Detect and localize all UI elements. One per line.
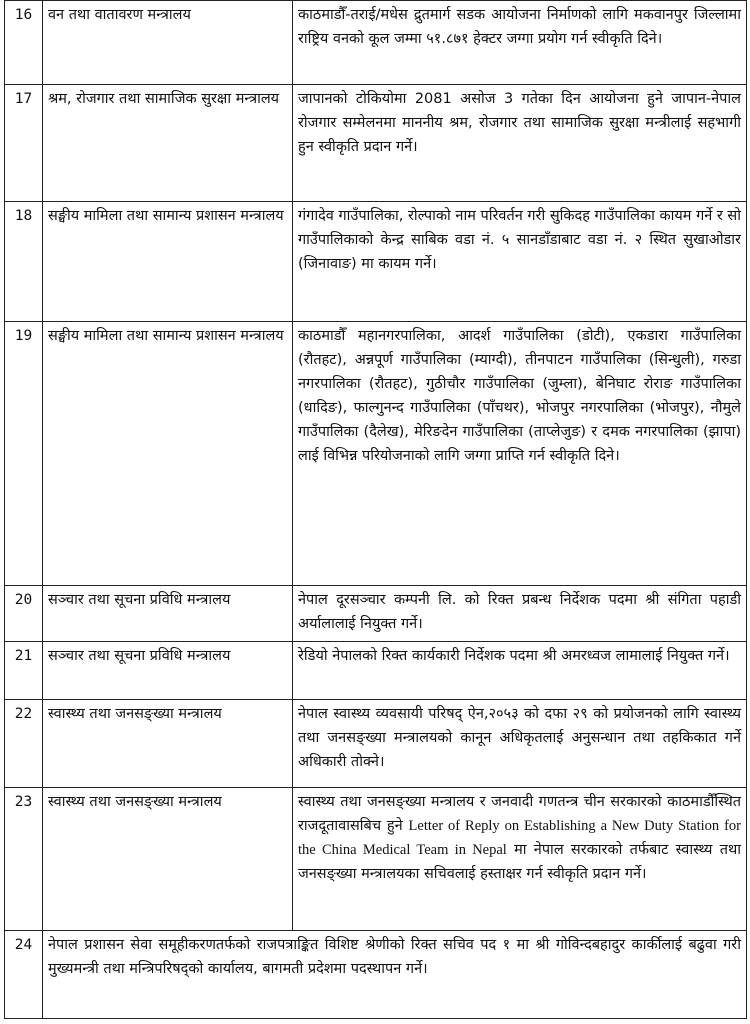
decision-text: स्वास्थ्य तथा जनसङ्ख्या मन्त्रालय र जनवादी गणतन्त्र चीन सरकारको काठमाडौँस्थित राजदूतावासबिच हुने: [298, 794, 741, 834]
table-row: [5, 931, 747, 1019]
table-row: [5, 322, 747, 586]
ministry-cell: सञ्चार तथा सूचना प्रविधि मन्त्रालय: [43, 642, 293, 700]
table-row: [5, 85, 747, 202]
table-row: [5, 700, 747, 788]
row-number: 23: [5, 788, 43, 931]
cabinet-decisions-table: [4, 0, 747, 1019]
ministry-cell: सङ्घीय मामिला तथा सामान्य प्रशासन मन्त्रालय: [43, 322, 293, 586]
row-number: 18: [5, 202, 43, 322]
decision-cell: काठमाडौँ-तराई/मधेस द्रुतमार्ग सडक आयोजना निर्माणको लागि मकवानपुर जिल्लामा राष्ट्रिय वनको कूल जम्मा ५१.८७१ हेक्टर जग्गा प्रयोग गर्न स्वीकृति दिने।: [293, 1, 747, 85]
row-number: 19: [5, 322, 43, 586]
ministry-cell: सङ्घीय मामिला तथा सामान्य प्रशासन मन्त्रालय: [43, 202, 293, 322]
ministry-cell: श्रम, रोजगार तथा सामाजिक सुरक्षा मन्त्रालय: [43, 85, 293, 202]
table-row: [5, 586, 747, 642]
decision-cell: नेपाल स्वास्थ्य व्यवसायी परिषद् ऐन,२०५३ को दफा २९ को प्रयोजनको लागि स्वास्थ्य तथा जनसङ्ख्या मन्त्रालयको कानून अधिकृतलाई अनुसन्धान तथा तहकिकात गर्ने अधिकारी तोक्ने।: [293, 700, 747, 788]
table-row: [5, 788, 747, 931]
row-number: 16: [5, 1, 43, 85]
row-number: 22: [5, 700, 43, 788]
english-document-title: Letter of Reply on Establishing a New Duty Station for the China Medical Team in Nepal: [298, 818, 741, 858]
table-row: [5, 202, 747, 322]
decision-cell: [293, 788, 747, 931]
table-row: [5, 642, 747, 700]
decision-cell: काठमाडौँ महानगरपालिका, आदर्श गाउँपालिका (डोटी), एकडारा गाउँपालिका (रौतहट), अन्नपूर्ण गाउँपालिका (म्याग्दी), तीनपाटन गाउँपालिका (सिन्धुली), गरुडा नगरपालिका (रौतहट), गुठीचौर गाउँपालिका (जुम्ला), बेनिघाट रोराङ गाउँपालिका (धादिङ), फाल्गुनन्द गाउँपालिका (पाँचथर), भोजपुर नगरपालिका (भोजपुर), नौमुले गाउँपालिका (दैलेख), मेरिङदेन गाउँपालिका (ताप्लेजुङ) र दमक नगरपालिका (झापा) लाई विभिन्न परियोजनाको लागि जग्गा प्राप्ति गर्न स्वीकृति दिने।: [293, 322, 747, 586]
table-row: [5, 1, 747, 85]
decision-text: मा नेपाल सरकारको तर्फबाट स्वास्थ्य तथा जनसङ्ख्या मन्त्रालयका सचिवलाई हस्ताक्षर गर्न स्वीकृति प्रदान गर्ने।: [298, 842, 741, 882]
ministry-cell: स्वास्थ्य तथा जनसङ्ख्या मन्त्रालय: [43, 788, 293, 931]
decision-cell: नेपाल दूरसञ्चार कम्पनी लि. को रिक्त प्रबन्ध निर्देशक पदमा श्री संगिता पहाडी अर्यालालाई नियुक्त गर्ने।: [293, 586, 747, 642]
row-number: 17: [5, 85, 43, 202]
decision-cell: रेडियो नेपालको रिक्त कार्यकारी निर्देशक पदमा श्री अमरध्वज लामालाई नियुक्त गर्ने।: [293, 642, 747, 700]
row-number: 20: [5, 586, 43, 642]
row-number: 21: [5, 642, 43, 700]
decision-cell: गंगादेव गाउँपालिका, रोल्पाको नाम परिवर्तन गरी सुकिदह गाउँपालिका कायम गर्ने र सो गाउँपालिकाको केन्द्र साबिक वडा नं. ५ सानडाँडाबाट वडा नं. २ स्थित सुखाओडार (जिनावाङ) मा कायम गर्ने।: [293, 202, 747, 322]
decision-cell: नेपाल प्रशासन सेवा समूहीकरणतर्फको राजपत्राङ्कित विशिष्ट श्रेणीको रिक्त सचिव पद १ मा श्री गोविन्दबहादुर कार्कीलाई बढुवा गरी मुख्यमन्त्री तथा मन्त्रिपरिषद्को कार्यालय, बागमती प्रदेशमा पदस्थापन गर्ने।: [43, 931, 747, 1019]
ministry-cell: स्वास्थ्य तथा जनसङ्ख्या मन्त्रालय: [43, 700, 293, 788]
ministry-cell: सञ्चार तथा सूचना प्रविधि मन्त्रालय: [43, 586, 293, 642]
ministry-cell: वन तथा वातावरण मन्त्रालय: [43, 1, 293, 85]
decision-cell: जापानको टोकियोमा 2081 असोज 3 गतेका दिन आयोजना हुने जापान-नेपाल रोजगार सम्मेलनमा माननीय श्रम, रोजगार तथा सामाजिक सुरक्षा मन्त्रीलाई सहभागी हुन स्वीकृति प्रदान गर्ने।: [293, 85, 747, 202]
row-number: 24: [5, 931, 43, 1019]
